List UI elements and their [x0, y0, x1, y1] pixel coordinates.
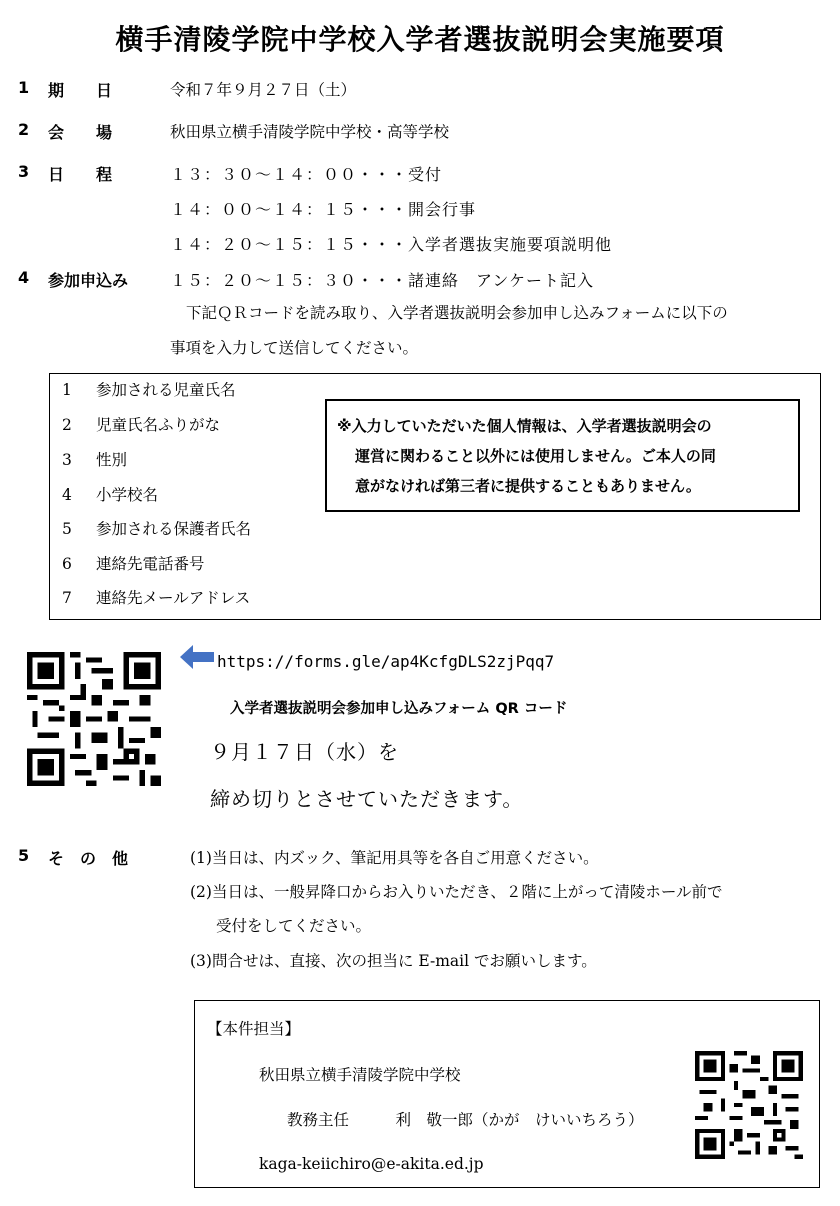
list-item: 2 児童氏名ふりがな [62, 416, 221, 434]
list-item: 7 連絡先メールアドレス [62, 589, 251, 607]
contact-person: 教務主任 利 敬一郎（かが けいいちろう） [287, 1111, 644, 1129]
other-line: (3)問合せは、直接、次の担当に E-mail でお願いします。 [190, 952, 597, 970]
venue-value: 秋田県立横手清陵学院中学校・高等学校 [170, 123, 450, 141]
contact-box [194, 1000, 820, 1188]
schedule-row: １４：００～１４：１５・・・開会行事 [170, 200, 477, 219]
deadline-text: 締め切りとさせていただきます。 [210, 787, 524, 811]
schedule-row: １４：２０～１５：１５・・・入学者選抜実施要項説明他 [170, 235, 613, 254]
list-item: 5 参加される保護者氏名 [62, 520, 252, 538]
list-item: 4 小学校名 [62, 486, 159, 504]
section-label-schedule: 日 程 [48, 165, 113, 184]
privacy-notice [325, 399, 800, 512]
notice-line: 運営に関わること以外には使用しません。ご本人の同 [355, 447, 716, 465]
apply-instruction: 下記ＱＲコードを読み取り、入学者選抜説明会参加申し込みフォームに以下の [186, 304, 728, 322]
other-line: (2)当日は、一般昇降口からお入りいただき、２階に上がって清陵ホール前で [190, 883, 723, 901]
form-url-link[interactable]: https://forms.gle/ap4KcfgDLS2zjPqq7 [217, 652, 555, 671]
arrow-left-icon [180, 645, 214, 669]
deadline-text: ９月１７日（水）を [210, 740, 399, 764]
list-item: 6 連絡先電話番号 [62, 555, 205, 573]
contact-heading: 【本件担当】 [207, 1020, 301, 1038]
other-line: (1)当日は、内ズック、筆記用具等を各自ご用意ください。 [190, 849, 599, 867]
list-item: 3 性別 [62, 451, 128, 469]
section-label-date: 期 日 [48, 81, 113, 100]
date-value: 令和７年９月２７日（土） [170, 81, 357, 99]
contact-school: 秋田県立横手清陵学院中学校 [259, 1066, 461, 1084]
contact-qr-code-icon[interactable] [695, 1051, 803, 1159]
qr-caption: 入学者選抜説明会参加申し込みフォーム QR コード [230, 701, 568, 717]
section-label-other: そ の 他 [48, 849, 129, 868]
section-number: 3 [18, 162, 30, 181]
section-number: 5 [18, 846, 30, 865]
section-number: 4 [18, 268, 30, 287]
schedule-row: １３：３０～１４：００・・・受付 [170, 165, 443, 184]
apply-instruction: 事項を入力して送信してください。 [170, 339, 419, 357]
section-number: 2 [18, 120, 30, 139]
contact-email-link[interactable]: kaga-keiichiro@e-akita.ed.jp [259, 1155, 484, 1173]
page-title: 横手清陵学院中学校入学者選抜説明会実施要項 [115, 23, 725, 56]
form-qr-code-icon[interactable] [27, 652, 161, 786]
section-label-venue: 会 場 [48, 123, 113, 142]
section-number: 1 [18, 78, 30, 97]
list-item: 1 参加される児童氏名 [62, 381, 236, 399]
section-label-apply: 参加申込み [48, 271, 129, 290]
notice-line: 意がなければ第三者に提供することもありません。 [355, 477, 701, 495]
notice-line: ※入力していただいた個人情報は、入学者選抜説明会の [337, 417, 712, 435]
other-line: 受付をしてください。 [216, 917, 372, 935]
schedule-row: １５：２０～１５：３０・・・諸連絡 アンケート記入 [170, 271, 595, 290]
